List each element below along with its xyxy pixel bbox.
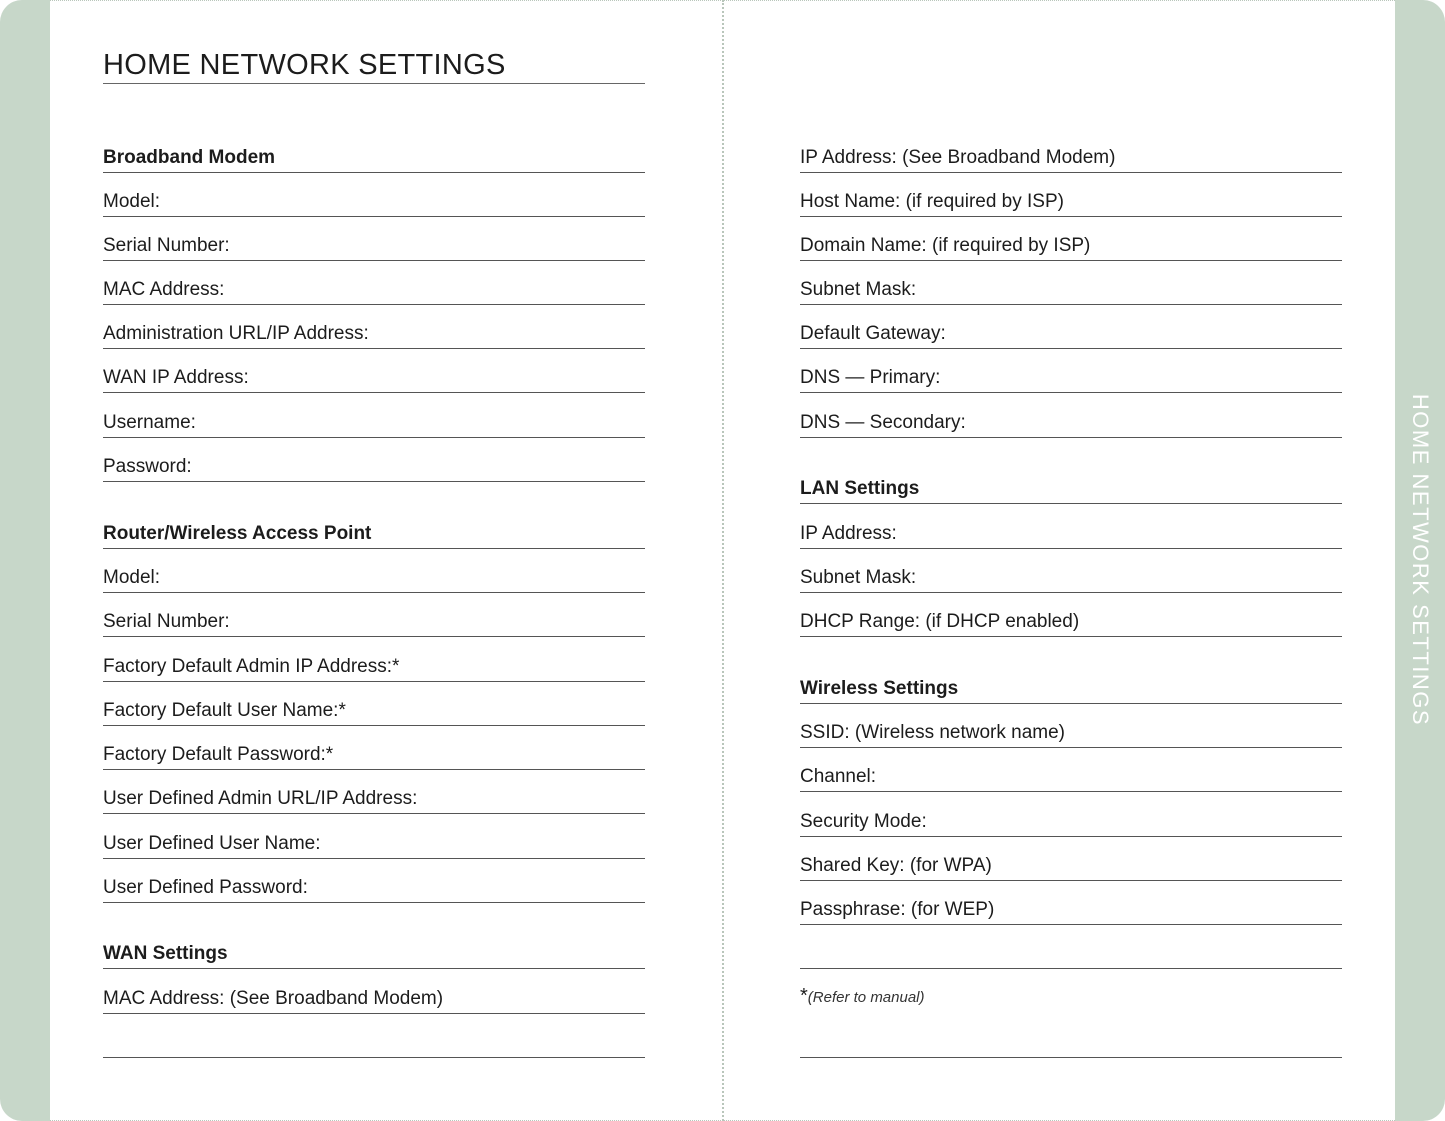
field-wan-domain-name: Domain Name: (if required by ISP): [800, 217, 1342, 261]
book-spine-divider: [722, 0, 724, 1121]
field-wan-subnet-mask: Subnet Mask:: [800, 261, 1342, 305]
section-heading-router: Router/Wireless Access Point: [103, 505, 645, 549]
field-router-serial-number: Serial Number:: [103, 593, 645, 637]
left-page-edge: [0, 0, 50, 1121]
field-wireless-ssid: SSID: (Wireless network name): [800, 704, 1342, 748]
field-wan-dns-secondary: DNS — Secondary:: [800, 394, 1342, 438]
field-blank-line: [800, 1014, 1342, 1058]
field-wan-ip-address: IP Address: (See Broadband Modem): [800, 129, 1342, 173]
field-blank-line: [103, 1014, 645, 1058]
field-wan-host-name: Host Name: (if required by ISP): [800, 173, 1342, 217]
field-modem-password: Password:: [103, 438, 645, 482]
field-wireless-security-mode: Security Mode:: [800, 793, 1342, 837]
field-router-user-admin-url: User Defined Admin URL/IP Address:: [103, 770, 645, 814]
field-router-default-password: Factory Default Password:*: [103, 726, 645, 770]
side-tab: [1395, 0, 1445, 1121]
field-modem-wan-ip: WAN IP Address:: [103, 349, 645, 393]
field-modem-serial-number: Serial Number:: [103, 217, 645, 261]
field-lan-dhcp-range: DHCP Range: (if DHCP enabled): [800, 593, 1342, 637]
section-heading-wireless-settings: Wireless Settings: [800, 660, 1342, 704]
field-wireless-channel: Channel:: [800, 748, 1342, 792]
section-heading-broadband-modem: Broadband Modem: [103, 129, 645, 173]
field-router-model: Model:: [103, 549, 645, 593]
footnote-text: (Refer to manual): [807, 989, 925, 1006]
side-tab-label: HOME NETWORK SETTINGS: [1408, 393, 1433, 727]
field-modem-admin-url: Administration URL/IP Address:: [103, 305, 645, 349]
field-wan-dns-primary: DNS — Primary:: [800, 349, 1342, 393]
field-modem-model: Model:: [103, 173, 645, 217]
field-router-default-user-name: Factory Default User Name:*: [103, 682, 645, 726]
field-lan-ip-address: IP Address:: [800, 505, 1342, 549]
field-wireless-passphrase: Passphrase: (for WEP): [800, 881, 1342, 925]
footnote-asterisk: *: [800, 985, 808, 1007]
section-heading-wan-settings: WAN Settings: [103, 925, 645, 969]
footnote: [800, 986, 925, 1008]
field-lan-subnet-mask: Subnet Mask:: [800, 549, 1342, 593]
field-router-user-password: User Defined Password:: [103, 859, 645, 903]
field-wan-default-gateway: Default Gateway:: [800, 305, 1342, 349]
section-heading-lan-settings: LAN Settings: [800, 460, 1342, 504]
field-router-default-admin-ip: Factory Default Admin IP Address:*: [103, 638, 645, 682]
field-blank-line: [800, 925, 1342, 969]
page-title: HOME NETWORK SETTINGS: [103, 48, 645, 84]
field-wan-mac-address: MAC Address: (See Broadband Modem): [103, 970, 645, 1014]
field-modem-mac-address: MAC Address:: [103, 261, 645, 305]
field-modem-username: Username:: [103, 394, 645, 438]
field-router-user-name: User Defined User Name:: [103, 815, 645, 859]
field-wireless-shared-key: Shared Key: (for WPA): [800, 837, 1342, 881]
